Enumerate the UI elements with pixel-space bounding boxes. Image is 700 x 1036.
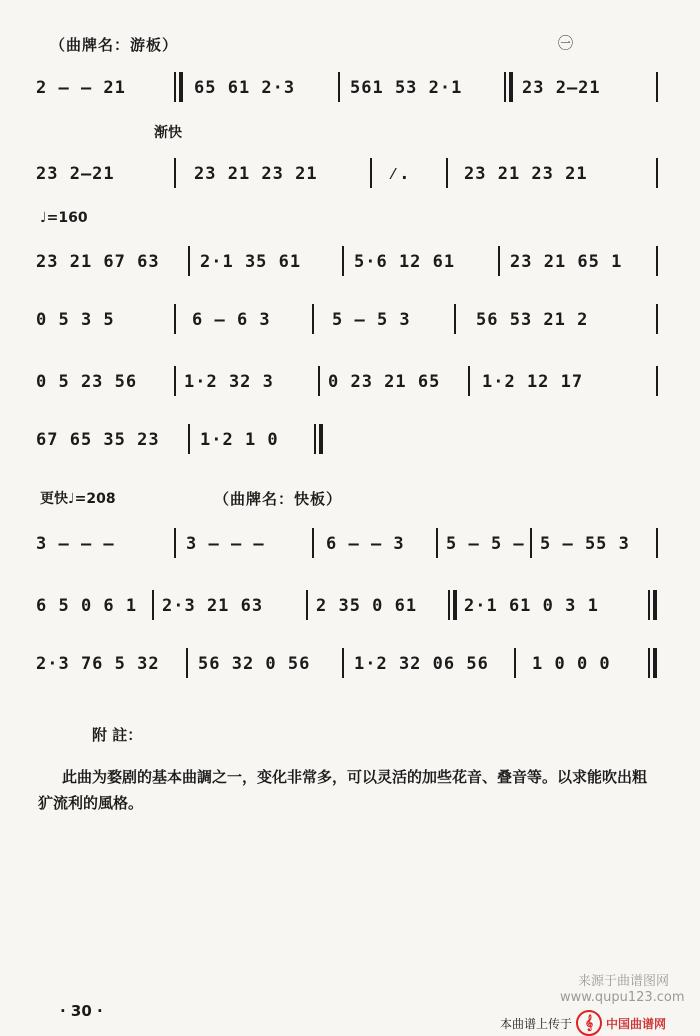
score-row-2: [36, 154, 660, 194]
barline: [174, 304, 176, 334]
measure: 5 — 55 3: [540, 534, 630, 554]
measure: 2 35 0 61: [316, 596, 418, 616]
measure: 56 53 21 2: [476, 310, 589, 330]
score-row-8: [36, 586, 660, 626]
barline: [498, 246, 500, 276]
score-row-5: [36, 362, 660, 402]
measure: 6 5 0 6 1: [36, 596, 138, 616]
measure: 56 32 0 56: [198, 654, 311, 674]
measure: 23 2—21: [36, 164, 115, 184]
barline: [152, 590, 154, 620]
final-barline: [314, 424, 316, 454]
barline: [342, 648, 344, 678]
barline: [454, 304, 456, 334]
barline: [312, 528, 314, 558]
barline: [468, 366, 470, 396]
measure: 23 21 67 63: [36, 252, 160, 272]
barline: [338, 72, 340, 102]
note-body: 此曲为婺剧的基本曲調之一，变化非常多，可以灵活的加些花音、叠音等。以求能吹出粗犷流利的風格。: [38, 768, 648, 812]
barline: [656, 246, 658, 276]
score-row-4: [36, 300, 660, 340]
source-site[interactable]: 中国曲谱网: [606, 1016, 667, 1031]
score-row-7: [36, 524, 660, 564]
measure: 67 65 35 23: [36, 430, 160, 450]
measure: 65 61 2·3: [194, 78, 296, 98]
note-label: 附 註：: [92, 726, 143, 744]
treble-clef-logo-icon: 𝄞: [576, 1010, 602, 1036]
measure: 23 21 65 1: [510, 252, 623, 272]
measure: 1·2 32 06 56: [354, 654, 489, 674]
tempo-marking-speed-up: 渐快: [154, 125, 182, 141]
barline: [656, 304, 658, 334]
barline: [446, 158, 448, 188]
barline: [656, 158, 658, 188]
measure: 1·2 12 17: [482, 372, 584, 392]
source-prefix: 本曲谱上传于: [500, 1016, 573, 1031]
measure: 5 — 5 —: [446, 534, 525, 554]
section-title-youban: （曲牌名：游板）: [50, 36, 179, 54]
barline: [174, 528, 176, 558]
measure: 5 — 5 3: [332, 310, 411, 330]
measure: 6 — 6 3: [192, 310, 271, 330]
measure: 2·1 61 0 3 1: [464, 596, 599, 616]
measure: 2 — — 21: [36, 78, 126, 98]
barline: [656, 528, 658, 558]
barline: [174, 366, 176, 396]
source-credit: [500, 1010, 666, 1036]
measure: 6 — — 3: [326, 534, 405, 554]
barline: [530, 528, 532, 558]
barline: [186, 648, 188, 678]
page-marker-symbol: ㊀: [558, 34, 574, 52]
measure: 561 53 2·1: [350, 78, 463, 98]
barline: [174, 158, 176, 188]
page-number: · 30 ·: [60, 1002, 103, 1020]
repeat-barline: [504, 72, 506, 102]
tempo-marking-160: ♩=160: [40, 210, 88, 226]
watermark-source-line: 来源于曲谱图网: [578, 974, 670, 989]
measure: 2·3 21 63: [162, 596, 264, 616]
final-barline: [648, 648, 650, 678]
measure: 0 23 21 65: [328, 372, 441, 392]
measure: 1·2 1 0: [200, 430, 279, 450]
measure: 1·2 32 3: [184, 372, 274, 392]
barline: [312, 304, 314, 334]
barline: [188, 246, 190, 276]
barline: [318, 366, 320, 396]
score-row-6: [36, 420, 660, 460]
score-row-9: [36, 644, 660, 684]
score-row-1: [36, 68, 660, 108]
repeat-barline: [448, 590, 450, 620]
watermark-url: www.qupu123.com: [560, 990, 685, 1005]
repeat-barline: [174, 72, 176, 102]
barline: [656, 366, 658, 396]
repeat-barline: [648, 590, 650, 620]
measure: 1 0 0 0: [532, 654, 611, 674]
barline: [514, 648, 516, 678]
measure: 23 2—21: [522, 78, 601, 98]
barline: [656, 72, 658, 102]
barline: [306, 590, 308, 620]
measure: 0 5 3 5: [36, 310, 115, 330]
measure: 2·1 35 61: [200, 252, 302, 272]
measure: 0 5 23 56: [36, 372, 138, 392]
measure: 2·3 76 5 32: [36, 654, 160, 674]
measure: 5·6 12 61: [354, 252, 456, 272]
tempo-marking-208: 更快♩=208: [40, 491, 116, 507]
repeat-measure-sign: ⁄.: [388, 163, 411, 184]
measure: 23 21 23 21: [194, 164, 318, 184]
barline: [188, 424, 190, 454]
barline: [370, 158, 372, 188]
barline: [436, 528, 438, 558]
section-title-kuaiban: （曲牌名：快板）: [214, 490, 343, 508]
score-row-3: [36, 242, 660, 282]
measure: 3 — — —: [36, 534, 115, 554]
measure: 3 — — —: [186, 534, 265, 554]
measure: 23 21 23 21: [464, 164, 588, 184]
barline: [342, 246, 344, 276]
